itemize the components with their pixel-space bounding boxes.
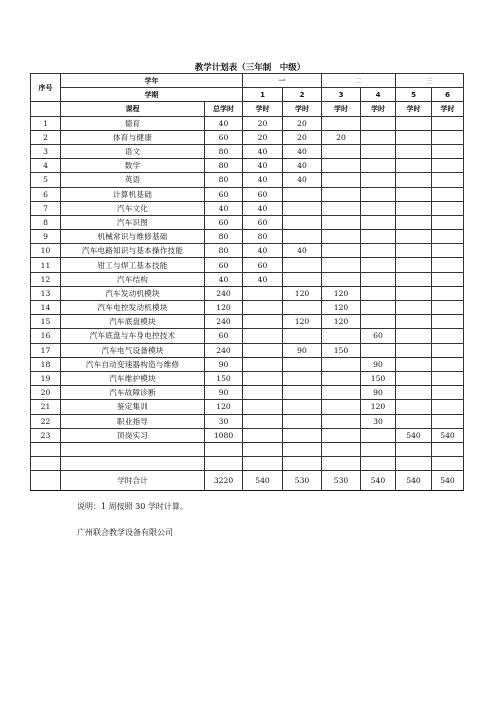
seq-cell: 8 [31,215,61,229]
term-hours-cell [396,215,432,229]
seq-cell: 11 [31,258,61,272]
term-hours-cell [283,272,322,286]
course-cell: 汽车电控发动机模块 [61,301,205,315]
term-total-cell: 530 [283,471,322,491]
term-hours-cell [243,301,283,315]
term-hours-cell [361,116,396,130]
term-hours-cell [283,414,322,428]
total-hours-cell: 240 [205,286,243,300]
term-hours-cell [432,130,464,144]
term-hours-cell: 40 [243,201,283,215]
total-row [31,471,464,491]
term-3-header: 3 [322,88,361,102]
term-hours-cell [432,301,464,315]
term-hours-cell: 60 [361,329,396,343]
term-hours-cell [243,315,283,329]
table-row [31,400,464,414]
term-hours-cell [361,130,396,144]
table-row [31,258,464,272]
total-hours-cell: 80 [205,173,243,187]
term-hours-cell [432,357,464,371]
term-hours-cell [243,386,283,400]
course-header: 课程 [61,102,205,116]
term-hours-cell [432,144,464,158]
table-row [31,144,464,158]
total-hours-cell: 150 [205,371,243,385]
term-hours-cell [432,414,464,428]
term-hours-cell [432,159,464,173]
term-hours-cell [283,428,322,442]
term-hours-cell [322,159,361,173]
term-hours-cell [396,244,432,258]
term-hours-cell [243,286,283,300]
term-hours-cell [283,386,322,400]
empty-row [31,442,464,456]
hours-header: 学时 [396,102,432,116]
term-hours-cell [243,400,283,414]
term-2-header: 2 [283,88,322,102]
term-hours-cell [283,258,322,272]
seq-cell: 14 [31,301,61,315]
term-hours-cell: 120 [283,286,322,300]
term-hours-cell [432,386,464,400]
term-hours-cell: 150 [322,343,361,357]
term-hours-cell [322,144,361,158]
total-hours-cell: 40 [205,272,243,286]
course-cell: 计算机基础 [61,187,205,201]
term-hours-cell: 80 [243,230,283,244]
term-hours-cell [283,371,322,385]
seq-cell: 9 [31,230,61,244]
term-hours-cell [432,272,464,286]
term-hours-cell [243,357,283,371]
term-hours-cell [283,187,322,201]
table-row [31,357,464,371]
table-row [31,272,464,286]
seq-cell: 16 [31,329,61,343]
term-hours-cell [361,215,396,229]
table-row [31,286,464,300]
total-hours-cell: 60 [205,187,243,201]
term-hours-cell [322,386,361,400]
term-hours-cell [322,258,361,272]
hours-header: 学时 [432,102,464,116]
total-hours-cell: 120 [205,400,243,414]
term-hours-cell [396,343,432,357]
term-hours-cell [361,159,396,173]
course-cell: 汽车底盘与车身电控技术 [61,329,205,343]
term-hours-cell: 20 [283,130,322,144]
course-cell: 汽车发动机模块 [61,286,205,300]
term-hours-cell [322,357,361,371]
total-hours-cell: 40 [205,201,243,215]
total-hours-cell: 80 [205,230,243,244]
table-row [31,414,464,428]
term-hours-cell [396,400,432,414]
total-hours-cell: 30 [205,414,243,428]
note-text: 说明：1 周按照 30 学时计算。 [77,502,188,511]
seq-cell: 18 [31,357,61,371]
term-hours-cell [322,201,361,215]
seq-cell: 1 [31,116,61,130]
term-hours-cell: 120 [322,286,361,300]
term-hours-cell [432,286,464,300]
term-hours-cell [283,201,322,215]
table-body [31,116,464,442]
term-hours-cell [432,343,464,357]
term-hours-cell: 40 [283,244,322,258]
table-row [31,130,464,144]
term-hours-cell: 120 [322,315,361,329]
term-hours-cell [361,187,396,201]
course-cell: 汽车故障诊断 [61,386,205,400]
seq-blank [31,102,61,116]
hours-header: 学时 [361,102,396,116]
grand-total-cell: 3220 [205,471,243,491]
seq-cell: 12 [31,272,61,286]
term-hours-cell [283,329,322,343]
total-hours-cell: 120 [205,301,243,315]
term-hours-cell [322,414,361,428]
term-hours-cell [322,371,361,385]
total-hours-cell: 60 [205,130,243,144]
table-row [31,244,464,258]
table-row [31,159,464,173]
term-hours-cell: 40 [283,159,322,173]
term-hours-cell [322,244,361,258]
year-2-header: 二 [322,74,396,88]
year-3-header: 三 [396,74,464,88]
term-hours-cell [322,215,361,229]
term-hours-cell [361,428,396,442]
term-6-header: 6 [432,88,464,102]
company-name: 广州联合教学设备有限公司 [77,528,173,537]
term-hours-cell [396,272,432,286]
term-hours-cell: 40 [243,144,283,158]
term-hours-cell: 40 [243,173,283,187]
term-hours-cell [322,230,361,244]
term-hours-cell: 20 [322,130,361,144]
term-hours-cell [283,301,322,315]
term-hours-cell: 150 [361,371,396,385]
term-hours-cell [432,329,464,343]
course-cell: 汽车电气设备模块 [61,343,205,357]
course-cell: 汽车识图 [61,215,205,229]
term-total-cell: 540 [243,471,283,491]
hours-header: 学时 [283,102,322,116]
term-hours-cell [361,315,396,329]
term-hours-cell: 90 [361,357,396,371]
seq-cell: 20 [31,386,61,400]
term-hours-cell [396,159,432,173]
term-hours-cell: 40 [243,244,283,258]
page-title: 教学计划表（三年制 中级） [194,63,306,73]
table-row [31,230,464,244]
seq-cell: 21 [31,400,61,414]
total-hours-cell: 90 [205,386,243,400]
table-row [31,371,464,385]
table-row [31,329,464,343]
course-cell: 汽车结构 [61,272,205,286]
year-1-header: 一 [243,74,322,88]
term-hours-cell [243,428,283,442]
year-header: 学年 [61,74,243,88]
term-hours-cell: 40 [243,159,283,173]
seq-cell: 13 [31,286,61,300]
term-hours-cell: 40 [283,173,322,187]
term-hours-cell [396,187,432,201]
table-row [31,116,464,130]
term-hours-cell [283,215,322,229]
term-hours-cell [396,130,432,144]
term-hours-cell [432,116,464,130]
term-hours-cell: 120 [322,301,361,315]
term-hours-cell [322,116,361,130]
table-row [31,386,464,400]
term-hours-cell [322,428,361,442]
table-row [31,301,464,315]
course-cell: 汽车底盘模块 [61,315,205,329]
term-1-header: 1 [243,88,283,102]
term-hours-cell: 20 [243,130,283,144]
term-hours-cell [361,301,396,315]
term-hours-cell: 90 [361,386,396,400]
seq-cell: 23 [31,428,61,442]
term-hours-cell [432,187,464,201]
term-hours-cell [361,230,396,244]
total-hours-cell: 80 [205,159,243,173]
table-row [31,315,464,329]
term-hours-cell [432,400,464,414]
term-hours-cell [361,272,396,286]
term-hours-cell [432,173,464,187]
term-hours-cell [396,329,432,343]
total-hours-cell: 40 [205,116,243,130]
term-hours-cell [243,371,283,385]
total-label-cell: 学时合计 [61,471,205,491]
term-hours-cell [396,144,432,158]
term-hours-cell [396,258,432,272]
course-cell: 汽车电路知识与基本操作技能 [61,244,205,258]
term-hours-cell [396,315,432,329]
course-cell: 汽车文化 [61,201,205,215]
term-hours-cell [396,173,432,187]
total-hours-cell: 80 [205,244,243,258]
term-hours-cell [396,286,432,300]
term-hours-cell [396,414,432,428]
seq-cell: 5 [31,173,61,187]
term-hours-cell [361,244,396,258]
course-cell: 钳工与焊工基本技能 [61,258,205,272]
term-hours-cell [322,329,361,343]
course-cell: 顶岗实习 [61,428,205,442]
table-row [31,187,464,201]
total-seq-cell [31,471,61,491]
term-hours-cell [361,258,396,272]
term-hours-cell [432,201,464,215]
term-hours-cell: 20 [283,116,322,130]
course-cell: 英语 [61,173,205,187]
course-cell: 汽车维护模块 [61,371,205,385]
course-cell: 语文 [61,144,205,158]
term-header: 学期 [61,88,243,102]
course-cell: 鉴定集训 [61,400,205,414]
table-row [31,173,464,187]
term-hours-cell [432,244,464,258]
term-hours-cell [396,301,432,315]
term-hours-cell [361,201,396,215]
term-4-header: 4 [361,88,396,102]
term-hours-cell [361,144,396,158]
term-hours-cell [243,343,283,357]
term-total-cell: 530 [322,471,361,491]
term-hours-cell [361,286,396,300]
term-hours-cell [432,215,464,229]
total-hours-cell: 90 [205,357,243,371]
term-hours-cell [322,400,361,414]
term-hours-cell [322,187,361,201]
seq-header: 序号 [31,74,61,102]
term-hours-cell [361,343,396,357]
term-hours-cell: 20 [243,116,283,130]
empty-row [31,457,464,471]
seq-cell: 3 [31,144,61,158]
course-cell: 汽车自动变速器构造与维修 [61,357,205,371]
term-5-header: 5 [396,88,432,102]
total-hours-cell: 240 [205,315,243,329]
term-hours-cell [243,414,283,428]
term-hours-cell [396,371,432,385]
term-hours-cell: 30 [361,414,396,428]
total-hours-cell: 60 [205,329,243,343]
term-hours-cell [396,230,432,244]
total-hours-header: 总学时 [205,102,243,116]
table-row [31,215,464,229]
total-hours-cell: 1080 [205,428,243,442]
total-hours-cell: 60 [205,258,243,272]
term-hours-cell [432,371,464,385]
term-hours-cell: 540 [396,428,432,442]
total-hours-cell: 80 [205,144,243,158]
term-hours-cell [396,201,432,215]
term-hours-cell: 540 [432,428,464,442]
seq-cell: 22 [31,414,61,428]
hours-header: 学时 [322,102,361,116]
term-total-cell: 540 [396,471,432,491]
seq-cell: 19 [31,371,61,385]
term-hours-cell [432,315,464,329]
total-hours-cell: 240 [205,343,243,357]
term-hours-cell: 120 [283,315,322,329]
term-total-cell: 540 [432,471,464,491]
course-cell: 职业指导 [61,414,205,428]
term-hours-cell [396,357,432,371]
term-hours-cell: 40 [243,272,283,286]
term-hours-cell [322,272,361,286]
seq-cell: 6 [31,187,61,201]
seq-cell: 10 [31,244,61,258]
term-hours-cell [432,258,464,272]
term-hours-cell [283,400,322,414]
table-row [31,201,464,215]
term-hours-cell [283,230,322,244]
term-hours-cell: 60 [243,215,283,229]
hours-header: 学时 [243,102,283,116]
term-hours-cell: 60 [243,258,283,272]
table-row [31,343,464,357]
term-hours-cell [322,173,361,187]
term-hours-cell: 40 [283,144,322,158]
term-hours-cell [432,230,464,244]
seq-cell: 15 [31,315,61,329]
term-hours-cell [396,386,432,400]
course-cell: 体育与健康 [61,130,205,144]
term-total-cell: 540 [361,471,396,491]
term-hours-cell: 90 [283,343,322,357]
seq-cell: 17 [31,343,61,357]
total-hours-cell: 60 [205,215,243,229]
teaching-plan-table [30,73,464,491]
seq-cell: 7 [31,201,61,215]
term-hours-cell [283,357,322,371]
course-cell: 机械常识与维修基础 [61,230,205,244]
term-hours-cell [396,116,432,130]
course-cell: 德育 [61,116,205,130]
term-hours-cell: 60 [243,187,283,201]
course-cell: 数学 [61,159,205,173]
term-hours-cell [243,329,283,343]
term-hours-cell [361,173,396,187]
term-hours-cell: 120 [361,400,396,414]
table-row [31,428,464,442]
seq-cell: 2 [31,130,61,144]
seq-cell: 4 [31,159,61,173]
